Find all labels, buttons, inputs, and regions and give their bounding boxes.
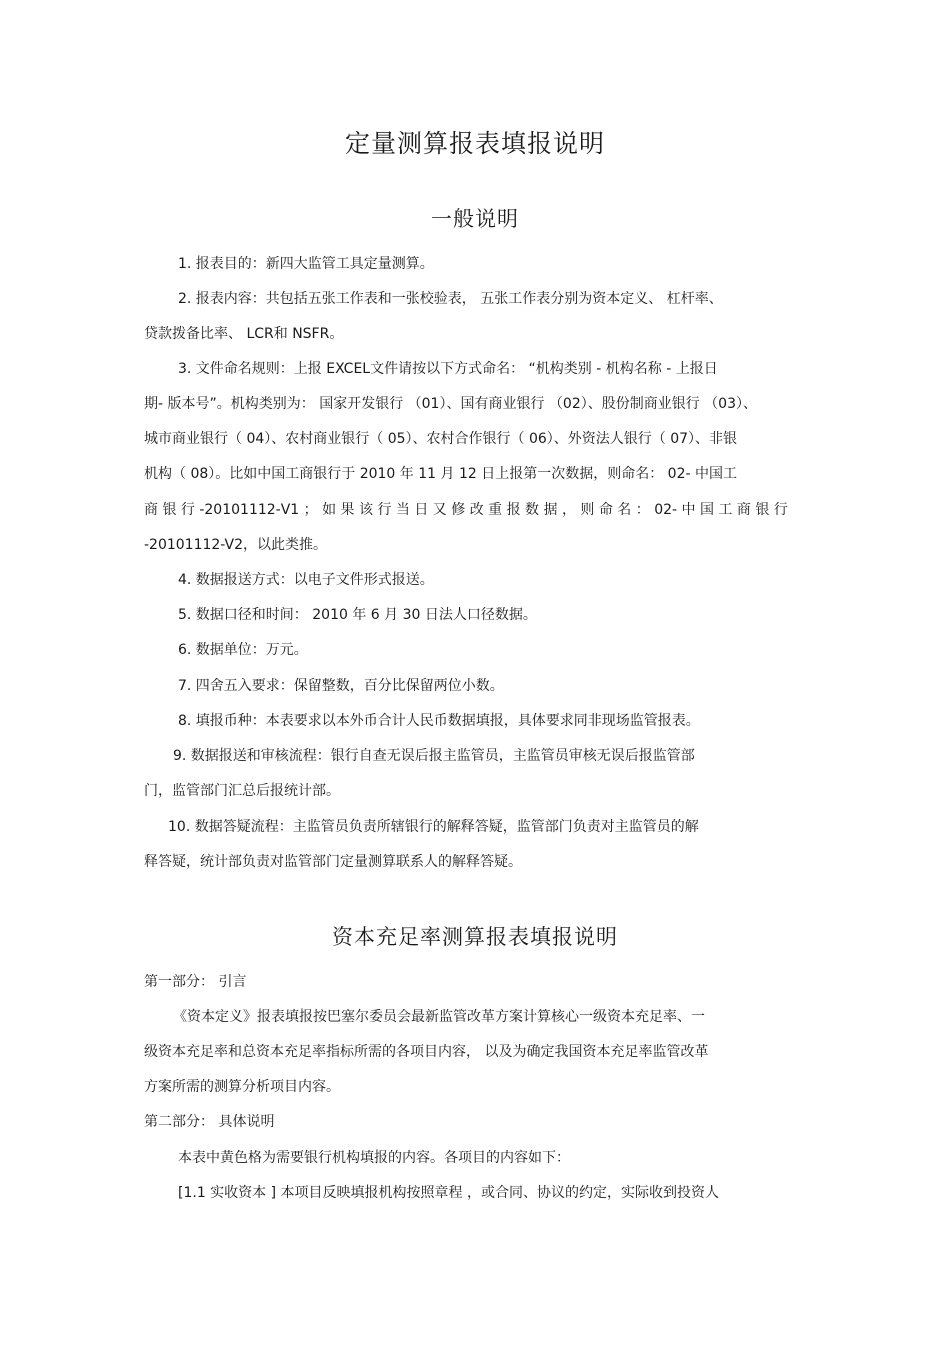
paragraph-line: 机构（ 08）。比如中国工商银行于 2010 年 11 月 12 日上报第一次数据，则命名： 02- 中国工 (144, 466, 737, 482)
paragraph-line: 2. 报表内容：共包括五张工作表和一张校验表， 五张工作表分别为资本定义、 杠杆率、 (178, 291, 723, 307)
paragraph-line: 商 银 行 -20101112-V1 ； 如 果 该 行 当 日 又 修 改 重 报 数 据 ， 则 命 名 ： 02- 中 国 工 商 银 行 (144, 502, 788, 518)
paragraph-line: 释答疑，统计部负责对监管部门定量测算联系人的解释答疑。 (144, 854, 522, 870)
paragraph-line: 8. 填报币种：本表要求以本外币合计人民币数据填报，具体要求同非现场监管报表。 (178, 713, 700, 729)
paragraph-line: 城市商业银行（ 04）、农村商业银行（ 05）、农村合作银行（ 06）、外资法人银行（ 07）、非银 (144, 431, 738, 447)
paragraph-line: 《资本定义》报表填报按巴塞尔委员会最新监管改革方案计算核心一级资本充足率、一 (173, 1009, 705, 1025)
paragraph-line: 7. 四舍五入要求：保留整数，百分比保留两位小数。 (178, 678, 504, 694)
part-heading: 第一部分： 引言 (144, 974, 247, 990)
paragraph-line: 6. 数据单位：万元。 (178, 642, 308, 658)
paragraph-line: 1. 报表目的：新四大监管工具定量测算。 (178, 256, 434, 272)
paragraph-line: 期- 版本号”。机构类别为： 国家开发银行 （01）、国有商业银行 （02）、股份制商业银行 （03）、 (144, 396, 757, 412)
paragraph-line: [1.1 实收资本 ] 本项目反映填报机构按照章程 ，或合同、协议的约定，实际收到投资人 (178, 1185, 719, 1201)
paragraph-line: 贷款拨备比率、 LCR和 NSFR。 (144, 326, 344, 342)
paragraph-line: 9. 数据报送和审核流程：银行自查无误后报主监管员，主监管员审核无误后报监管部 (173, 748, 695, 764)
section-heading-capital-adequacy: 资本充足率测算报表填报说明 (332, 925, 618, 949)
part-heading: 第二部分： 具体说明 (144, 1114, 275, 1130)
paragraph-line: 本表中黄色格为需要银行机构填报的内容。各项目的内容如下： (178, 1150, 570, 1166)
section-heading-general: 一般说明 (431, 207, 519, 231)
paragraph-line: 门，监管部门汇总后报统计部。 (144, 783, 340, 799)
paragraph-line: 级资本充足率和总资本充足率指标所需的各项目内容， 以及为确定我国资本充足率监管改革 (144, 1044, 709, 1060)
paragraph-line: -20101112-V2，以此类推。 (144, 537, 328, 553)
paragraph-line: 3. 文件命名规则：上报 EXCEL文件请按以下方式命名： “机构类别 - 机构名称 - 上报日 (178, 361, 718, 377)
paragraph-line: 方案所需的测算分析项目内容。 (144, 1079, 340, 1095)
paragraph-line: 4. 数据报送方式：以电子文件形式报送。 (178, 572, 434, 588)
paragraph-line: 5. 数据口径和时间： 2010 年 6 月 30 日法人口径数据。 (178, 607, 537, 623)
paragraph-line: 10. 数据答疑流程：主监管员负责所辖银行的解释答疑，监管部门负责对主监管员的解 (168, 819, 699, 835)
document-title: 定量测算报表填报说明 (344, 129, 605, 158)
